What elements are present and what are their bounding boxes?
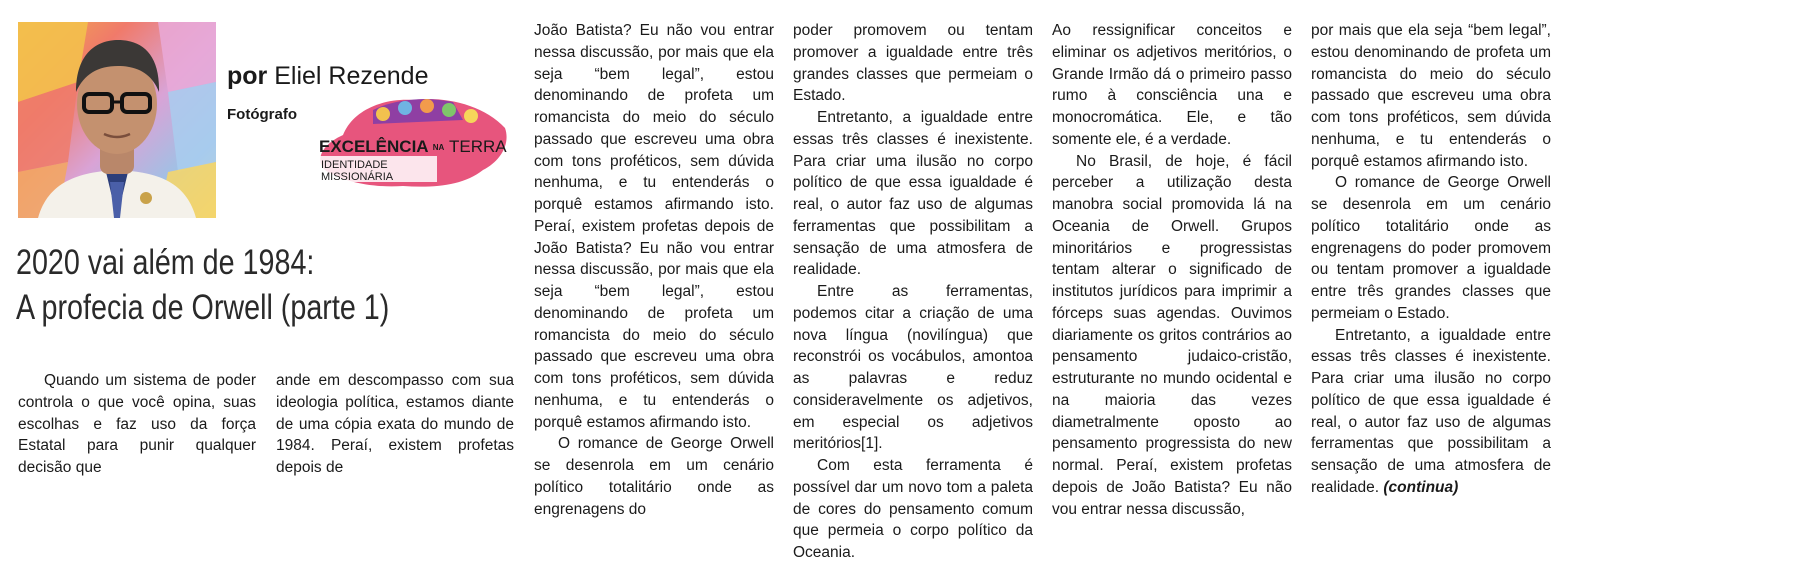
- paragraph: poder promovem ou tentam promover a igualdade entre três grandes classes que permeiam o Estado.: [793, 22, 1033, 105]
- paragraph: Entretanto, a igualdade entre essas três classes é inexistente. Para criar uma ilusão no corpo político de que essa igualdade é real, o autor faz uso de algumas ferramentas que possibilitam a sensação de uma atmosfera de realidade.: [793, 109, 1033, 279]
- paragraph: Com esta ferramenta é possível dar um novo tom a paleta de cores do pensamento comum que permeia o corpo político da Oceania.: [793, 457, 1033, 561]
- paragraph: por mais que ela seja “bem legal”, estou denominando de profeta um romancista do meio do século passado que escreveu uma obra com tons proféticos, sem dúvida nenhuma, e tu entenderás o porquê estamos afirmando isto.: [1311, 22, 1551, 170]
- paragraph: Entre as ferramentas, podemos citar a criação de uma nova língua (novilíngua) que reconstrói os vocábulos, amontoa as palavras e reduz consideravelmente os adjetivos, em especial os adjetivos meritórios[1].: [793, 283, 1033, 453]
- article-headline: [16, 240, 426, 330]
- svg-text:EXCELÊNCIA NA TERRA: [319, 135, 507, 156]
- paragraph: ande em descompasso com sua ideologia política, estamos diante de uma cópia exata do mundo de 1984. Peraí, existem profetas depois de: [276, 372, 514, 476]
- author-role: Fotógrafo: [227, 106, 297, 123]
- paragraph: O romance de George Orwell se desenrola em um cenário político totalitário onde as engrenagens do: [534, 435, 774, 518]
- text-column-1: [18, 370, 256, 479]
- headline-line-2: A profecia de Orwell (parte 1): [16, 288, 390, 327]
- column-logo: [313, 90, 513, 190]
- author-photo: [18, 22, 216, 218]
- text-column-6: [1311, 20, 1551, 499]
- paragraph: João Batista? Eu não vou entrar nessa discussão, por mais que ela seja “bem legal”, estou denominando de profeta um romancista do meio do século passado que escreveu uma obra com tons proféticos, sem dúvida nenhuma, e tu entenderás o porquê estamos afirmando isto. Peraí, existem profetas depois de João Batista? Eu não vou entrar nessa discussão, por mais que ela seja “bem legal”, estou denominando de profeta um romancista do meio do século passado que escreveu uma obra com tons proféticos, sem dúvida nenhuma, e tu entenderás o porquê estamos afirmando isto.: [534, 22, 774, 431]
- paragraph: [1311, 325, 1551, 499]
- paragraph: Quando um sistema de poder controla o que você opina, suas escolhas e faz uso da força Estatal para punir qualquer decisão que: [18, 372, 256, 476]
- paragraph: Ao ressignificar conceitos e eliminar os adjetivos meritórios, o Grande Irmão dá o primeiro passo rumo à consciência una e monocromática. Ele, e tão somente ele, é a verdade.: [1052, 22, 1292, 148]
- byline: [227, 62, 429, 91]
- logo-word-na: NA: [432, 143, 445, 152]
- paragraph: No Brasil, de hoje, é fácil perceber a utilização desta manobra social promovida lá na Oceania de Orwell. Grupos minoritários e progressistas tentam alterar o significado de institutos jurídicos para imprimir a fórceps suas agendas. Ouvimos diariamente os gritos contrários ao pensamento judaico-cristão, estruturante no mundo ocidental e na maioria das vezes diametralmente oposto ao pensamento progressista do new normal. Peraí, existem profetas depois de João Batista? Eu não vou entrar nessa discussão,: [1052, 152, 1292, 518]
- author-name: Eliel Rezende: [274, 62, 429, 90]
- logo-word-terra: TERRA: [448, 137, 507, 156]
- author-portrait-illustration: [18, 22, 216, 218]
- text-column-4: [793, 20, 1033, 564]
- text-column-3: [534, 20, 774, 520]
- text-column-2: [276, 370, 514, 479]
- continua-label: (continua): [1383, 478, 1459, 496]
- headline-line-1: 2020 vai além de 1984:: [16, 243, 315, 282]
- paragraph-text: Entretanto, a igualdade entre essas três classes é inexistente. Para criar uma ilusão no corpo político de que essa igualdade é real, o autor faz uso de algumas ferramentas que possibilitam a sensação de uma atmosfera de realidade.: [1311, 326, 1551, 496]
- logo-word-missionaria: MISSIONÁRIA: [321, 171, 394, 183]
- logo-word-identidade: IDENTIDADE: [321, 159, 388, 171]
- paragraph: O romance de George Orwell se desenrola em um cenário político totalitário onde as engrenagens do poder promovem ou tentam promover a igualdade entre três grandes classes que permeiam o Estado.: [1311, 174, 1551, 322]
- logo-word-excelencia: EXCELÊNCIA: [319, 137, 428, 156]
- byline-prefix: por: [227, 62, 268, 90]
- text-column-5: [1052, 20, 1292, 520]
